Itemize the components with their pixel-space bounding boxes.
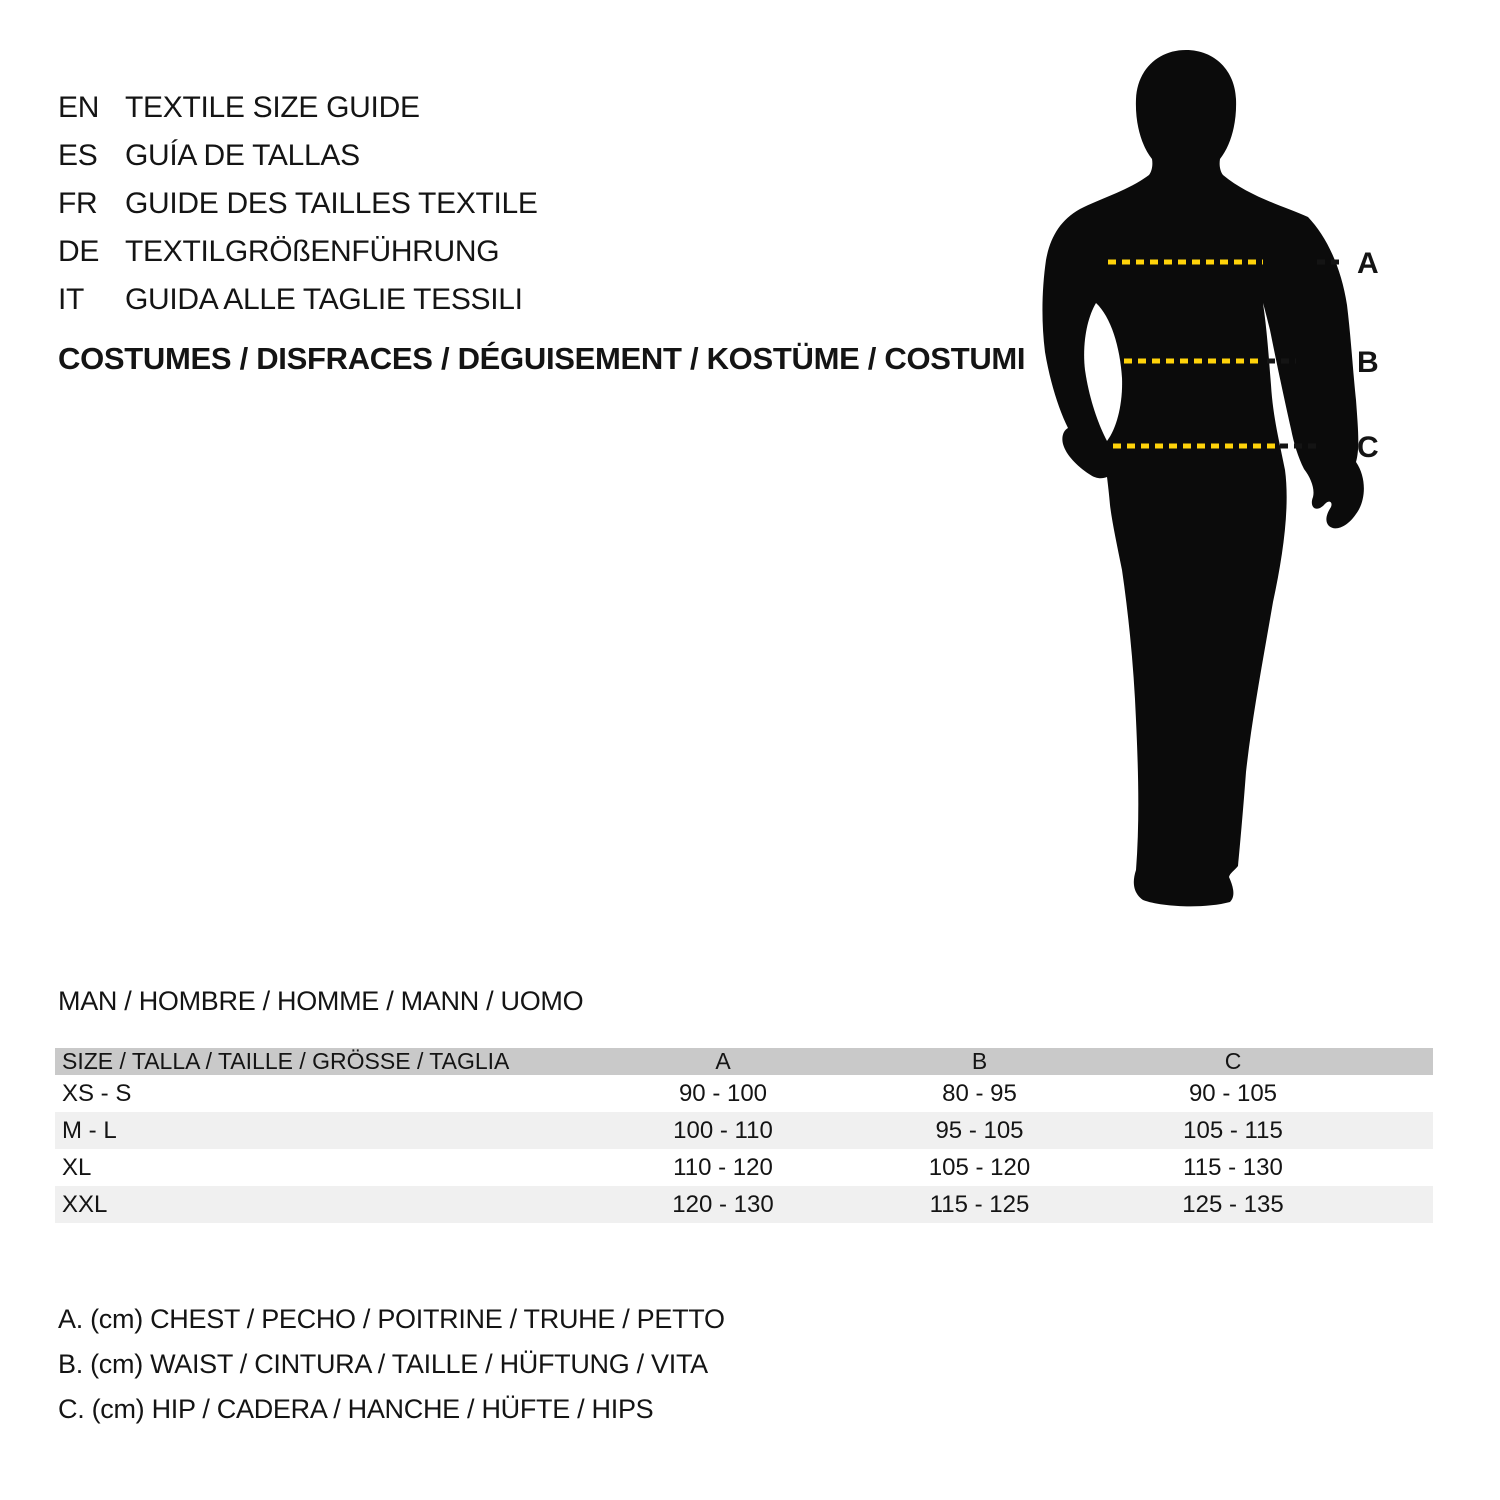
language-code: IT (58, 283, 85, 316)
size-cell: XL (62, 1153, 92, 1181)
value-cell-c: 125 - 135 (1182, 1190, 1284, 1218)
category-title: COSTUMES / DISFRACES / DÉGUISEMENT / KOSTÜME / COSTUMI (58, 341, 1026, 376)
table-row (55, 1186, 1433, 1223)
language-code: FR (58, 187, 98, 220)
language-title: TEXTILGRÖßENFÜHRUNG (125, 235, 500, 268)
size-table (55, 1048, 1433, 1223)
value-cell-c: 115 - 130 (1183, 1153, 1283, 1181)
value-cell-a: 90 - 100 (678, 1079, 768, 1107)
value-cell-b: 95 - 105 (935, 1116, 1024, 1144)
value-cell-c: 90 - 105 (1188, 1079, 1278, 1107)
language-title-list (58, 84, 538, 324)
language-row (58, 276, 538, 324)
language-row (58, 228, 538, 276)
value-cell-b: 115 - 125 (929, 1190, 1030, 1218)
value-cell-c: 105 - 115 (1183, 1116, 1283, 1144)
legend-line-hip: C. (cm) HIP / CADERA / HANCHE / HÜFTE / HIPS (58, 1394, 654, 1424)
table-row (55, 1112, 1433, 1149)
marker-label-c: C (1357, 431, 1379, 464)
column-header-c: C (1107, 1048, 1433, 1075)
size-cell: M - L (62, 1116, 117, 1144)
language-code: EN (58, 91, 100, 124)
table-row (55, 1149, 1433, 1186)
language-title: GUIDE DES TAILLES TEXTILE (125, 187, 538, 220)
language-code: ES (58, 139, 98, 172)
language-row (58, 84, 538, 132)
size-cell: XS - S (62, 1079, 132, 1107)
language-title: GUIDA ALLE TAGLIE TESSILI (125, 283, 523, 316)
language-row (58, 180, 538, 228)
language-code: DE (58, 235, 100, 268)
size-table-header-row (55, 1048, 1433, 1075)
marker-label-b: B (1357, 346, 1379, 379)
value-cell-b: 80 - 95 (942, 1079, 1017, 1107)
value-cell-b: 105 - 120 (928, 1153, 1031, 1181)
measurement-legend (58, 1297, 725, 1432)
value-cell-a: 110 - 120 (673, 1153, 773, 1181)
gender-section-label: MAN / HOMBRE / HOMME / MANN / UOMO (58, 986, 584, 1016)
size-cell: XXL (62, 1190, 108, 1218)
size-column-header: SIZE / TALLA / TAILLE / GRÖSSE / TAGLIA (55, 1048, 594, 1075)
language-row (58, 132, 538, 180)
man-silhouette (1042, 50, 1363, 906)
column-header-b: B (852, 1048, 1107, 1075)
column-header-a: A (594, 1048, 852, 1075)
value-cell-a: 100 - 110 (673, 1116, 773, 1144)
language-title: GUÍA DE TALLAS (125, 139, 360, 172)
marker-label-a: A (1357, 247, 1379, 280)
language-title: TEXTILE SIZE GUIDE (125, 91, 420, 124)
value-cell-a: 120 - 130 (672, 1190, 774, 1218)
table-row (55, 1075, 1433, 1112)
man-silhouette-figure (1000, 30, 1420, 940)
legend-line-waist: B. (cm) WAIST / CINTURA / TAILLE / HÜFTUNG / VITA (58, 1349, 708, 1379)
legend-line-chest: A. (cm) CHEST / PECHO / POITRINE / TRUHE / PETTO (58, 1304, 725, 1334)
